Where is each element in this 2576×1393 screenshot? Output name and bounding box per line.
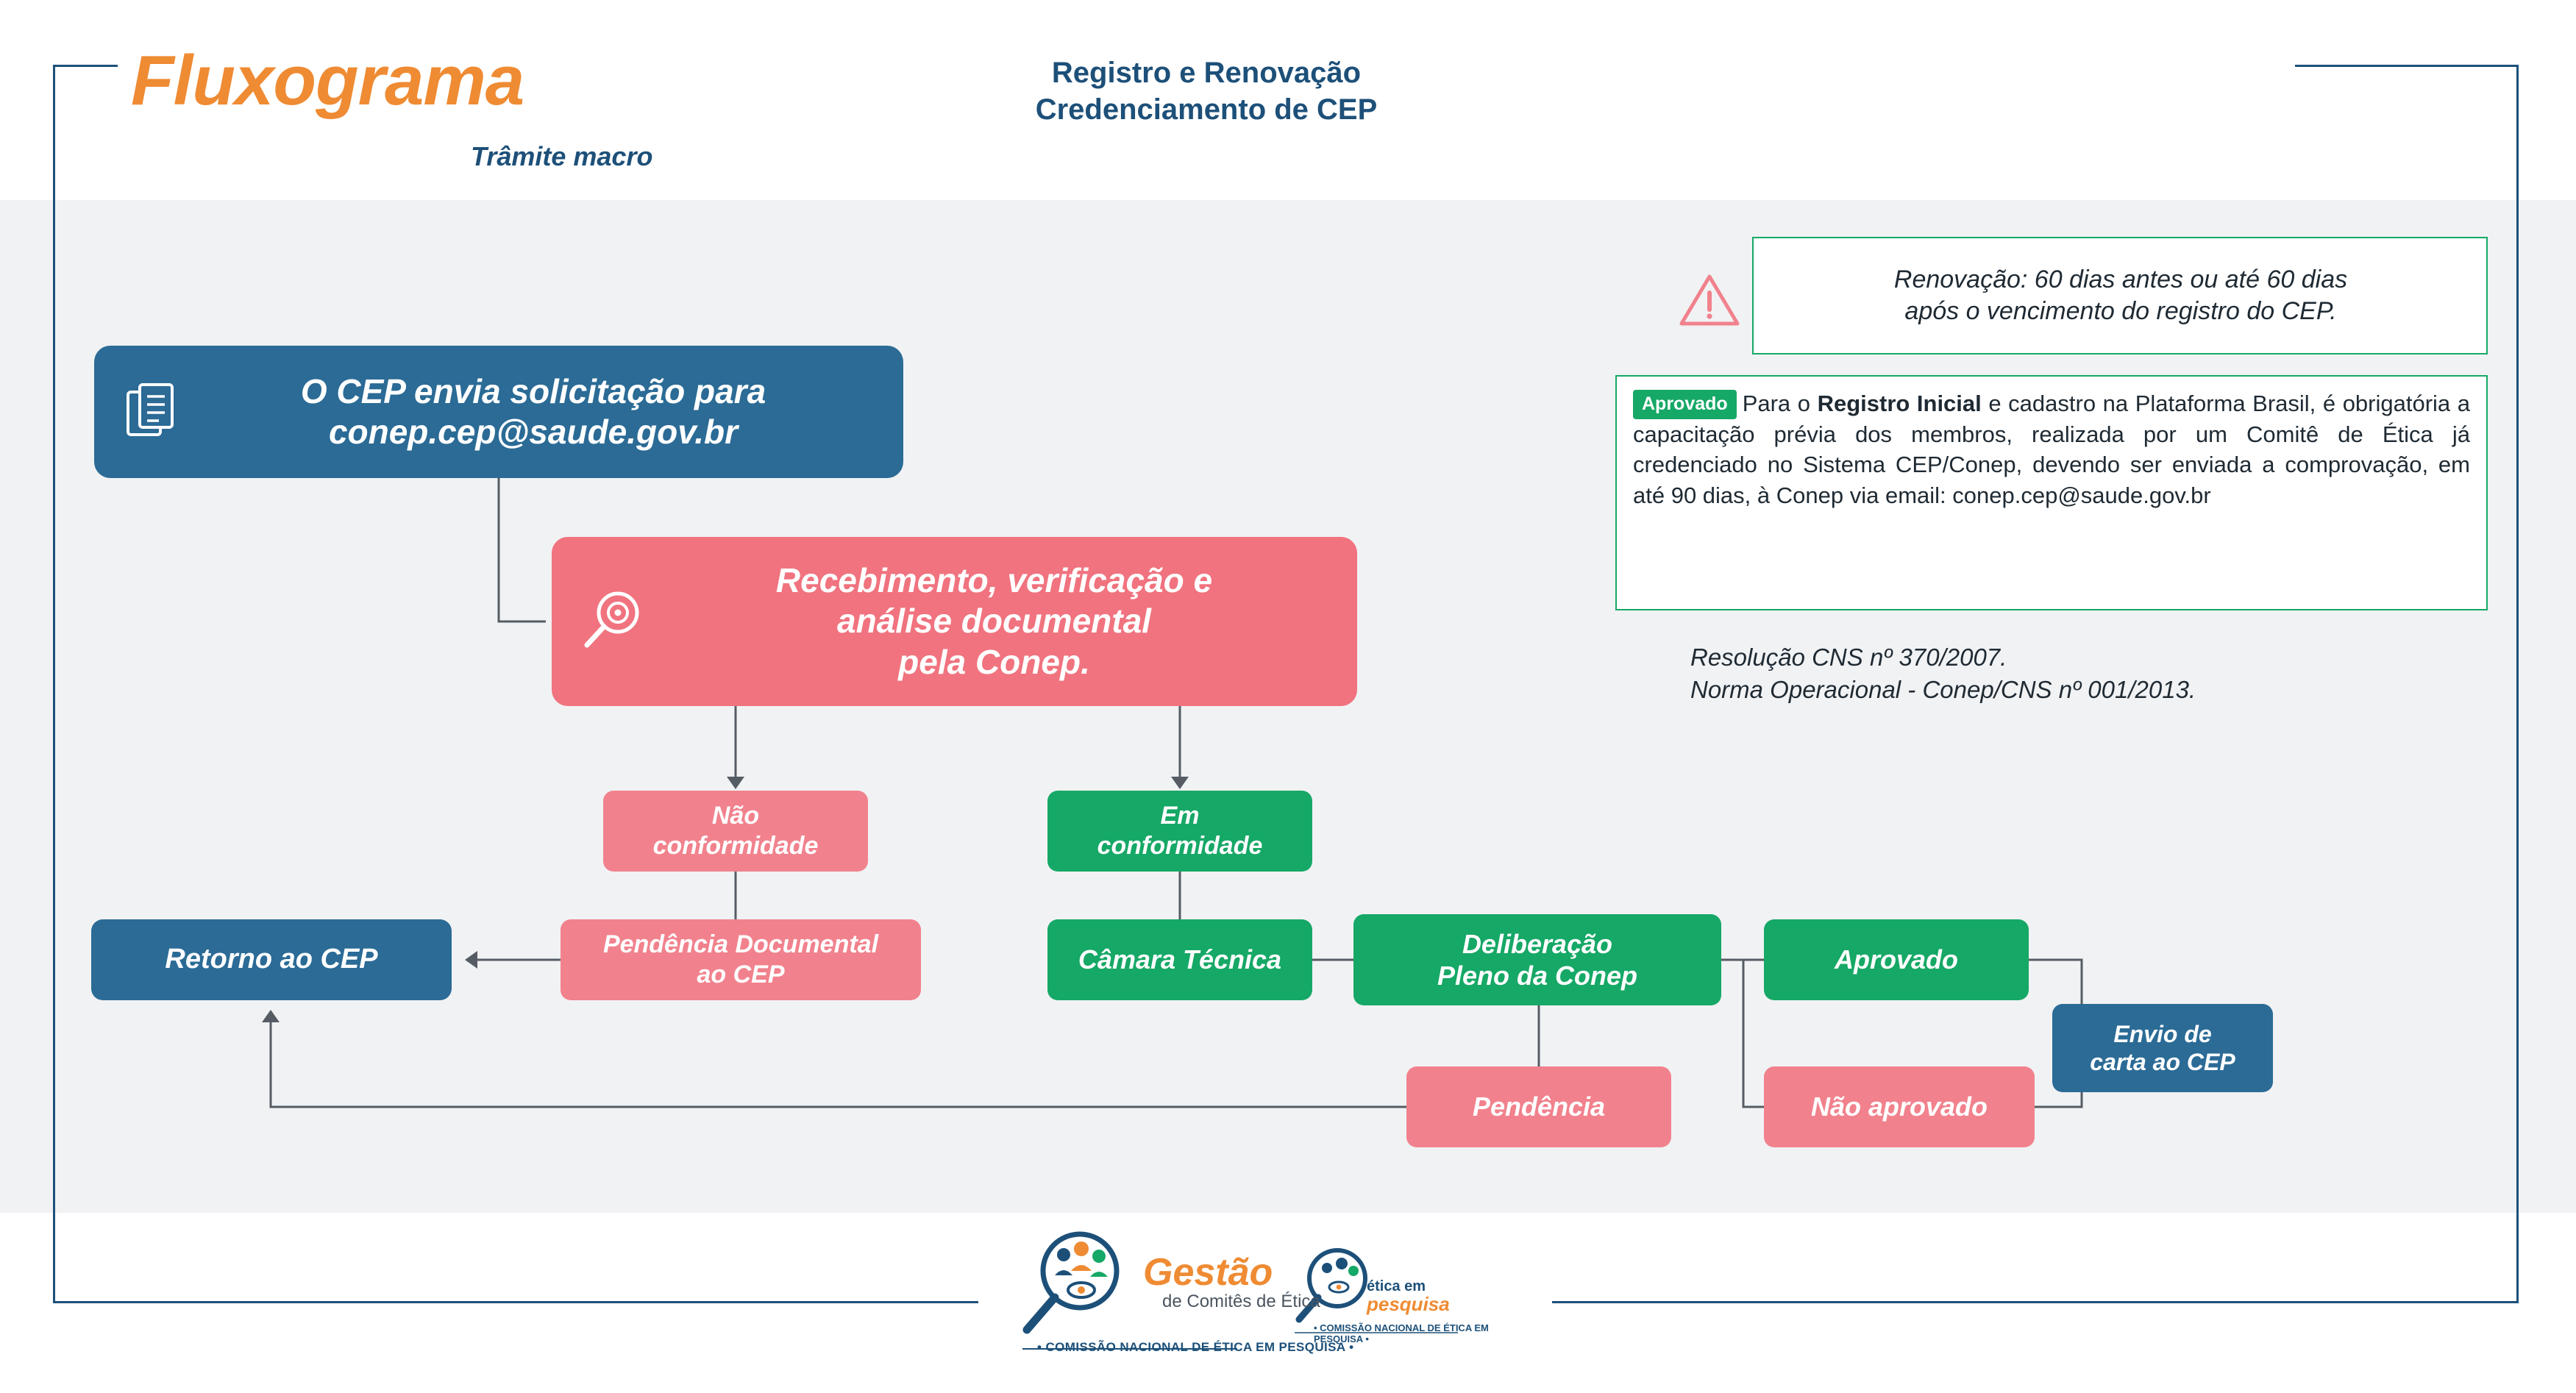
note-initial-registration-text1: Para o bbox=[1742, 391, 1818, 416]
node-envio-line2: carta ao CEP bbox=[2090, 1049, 2235, 1075]
magnifier-icon bbox=[580, 588, 647, 655]
node-envio-line1: Envio de bbox=[2113, 1020, 2212, 1047]
node-document-analysis[interactable] bbox=[552, 537, 1357, 706]
node-return-to-cep[interactable]: Retorno ao CEP bbox=[91, 919, 452, 1000]
node-analysis-line2: análise documental bbox=[837, 602, 1151, 641]
note-renewal-line1: Renovação: 60 dias antes ou até 60 dias bbox=[1893, 266, 2348, 294]
arrow-analysis-to-nonconformity bbox=[727, 777, 744, 789]
arrow-pendencia-to-return bbox=[262, 1010, 280, 1022]
node-conformity[interactable] bbox=[1047, 791, 1312, 872]
page-subtitle: Trâmite macro bbox=[471, 141, 653, 171]
note-legal-line1: Resolução CNS nº 370/2007. bbox=[1690, 644, 2007, 671]
node-conformity-label bbox=[1097, 801, 1263, 861]
node-document-pending[interactable] bbox=[561, 919, 921, 1000]
note-legal-references bbox=[1690, 641, 2499, 706]
node-document-pending-line2: ao CEP bbox=[697, 961, 785, 988]
note-renewal-line2: após o vencimento do registro do CEP. bbox=[1904, 297, 2337, 325]
node-document-pending-label bbox=[603, 930, 878, 990]
warning-icon bbox=[1679, 272, 1740, 327]
node-conformity-line2: conformidade bbox=[1097, 832, 1263, 860]
node-document-pending-line1: Pendência Documental bbox=[602, 930, 879, 959]
node-cep-sends-request-label bbox=[301, 371, 766, 452]
node-pending[interactable]: Pendência bbox=[1406, 1066, 1671, 1147]
node-not-approved[interactable]: Não aprovado bbox=[1764, 1066, 2035, 1147]
note-renewal bbox=[1752, 237, 2488, 355]
note-legal-line2: Norma Operacional - Conep/CNS nº 001/2013. bbox=[1690, 676, 2196, 704]
node-deliberacao-line2: Pleno da Conep bbox=[1437, 961, 1638, 991]
node-nonconformity-line1: Não bbox=[711, 802, 760, 830]
node-conformity-line1: Em bbox=[1160, 802, 1200, 830]
header-topic-line1: Registro e Renovação bbox=[1051, 57, 1362, 89]
node-nonconformity-line2: conformidade bbox=[652, 832, 819, 860]
footer-logos bbox=[1017, 1230, 1517, 1377]
status-badge-approved: Aprovado bbox=[1633, 390, 1737, 419]
logo-subtitle-gestao: de Comitês de Ética bbox=[1162, 1292, 1320, 1311]
note-initial-registration bbox=[1615, 375, 2488, 610]
logo2-caption: • COMISSÃO NACIONAL DE ÉTICA EM PESQUISA • bbox=[1314, 1322, 1489, 1344]
note-initial-registration-text2: e cadastro na Plataforma Brasil, é obrigatória a capacitação prévia dos membros, realizada por um Comitê de Ética já credenciado no Sistema CEP/Conep, devendo ser enviada a comprovação, em até 90 dias, à Conep via email: conep.cep@saude.gov.br bbox=[1633, 391, 2470, 508]
node-send-letter-to-cep[interactable] bbox=[2052, 1004, 2273, 1092]
header-topic-line2: Credenciamento de CEP bbox=[1035, 93, 1378, 126]
page-title: Fluxograma bbox=[131, 41, 524, 120]
logo-caption-conep: • COMISSÃO NACIONAL DE ÉTICA EM PESQUISA • bbox=[1037, 1340, 1354, 1354]
node-nonconformity[interactable] bbox=[603, 791, 868, 872]
logo2-line2: pesquisa bbox=[1367, 1293, 1450, 1315]
node-nonconformity-label bbox=[653, 801, 819, 861]
arrow-analysis-to-conformity bbox=[1171, 777, 1189, 789]
note-initial-registration-bold: Registro Inicial bbox=[1817, 391, 1982, 416]
node-analysis-line3: pela Conep. bbox=[898, 642, 1090, 681]
node-plenary-deliberation[interactable] bbox=[1353, 914, 1721, 1005]
node-send-letter-label bbox=[2090, 1020, 2235, 1077]
node-deliberacao-line1: Deliberação bbox=[1462, 928, 1613, 959]
logo2-line1: ética em bbox=[1367, 1278, 1426, 1294]
header-topic bbox=[927, 54, 1486, 128]
node-technical-chamber[interactable]: Câmara Técnica bbox=[1047, 919, 1312, 1000]
logo-title-gestao: Gestão bbox=[1143, 1251, 1273, 1294]
document-icon bbox=[125, 382, 179, 442]
node-start-line1: O CEP envia solicitação para bbox=[300, 371, 766, 410]
node-approved[interactable]: Aprovado bbox=[1764, 919, 2029, 1000]
node-document-analysis-label bbox=[776, 560, 1212, 683]
node-analysis-line1: Recebimento, verificação e bbox=[775, 561, 1213, 600]
node-start-line2: conep.cep@saude.gov.br bbox=[328, 413, 739, 451]
arrow-pending-to-return bbox=[465, 951, 477, 969]
node-cep-sends-request[interactable] bbox=[94, 346, 903, 478]
node-plenary-deliberation-label bbox=[1437, 928, 1637, 991]
